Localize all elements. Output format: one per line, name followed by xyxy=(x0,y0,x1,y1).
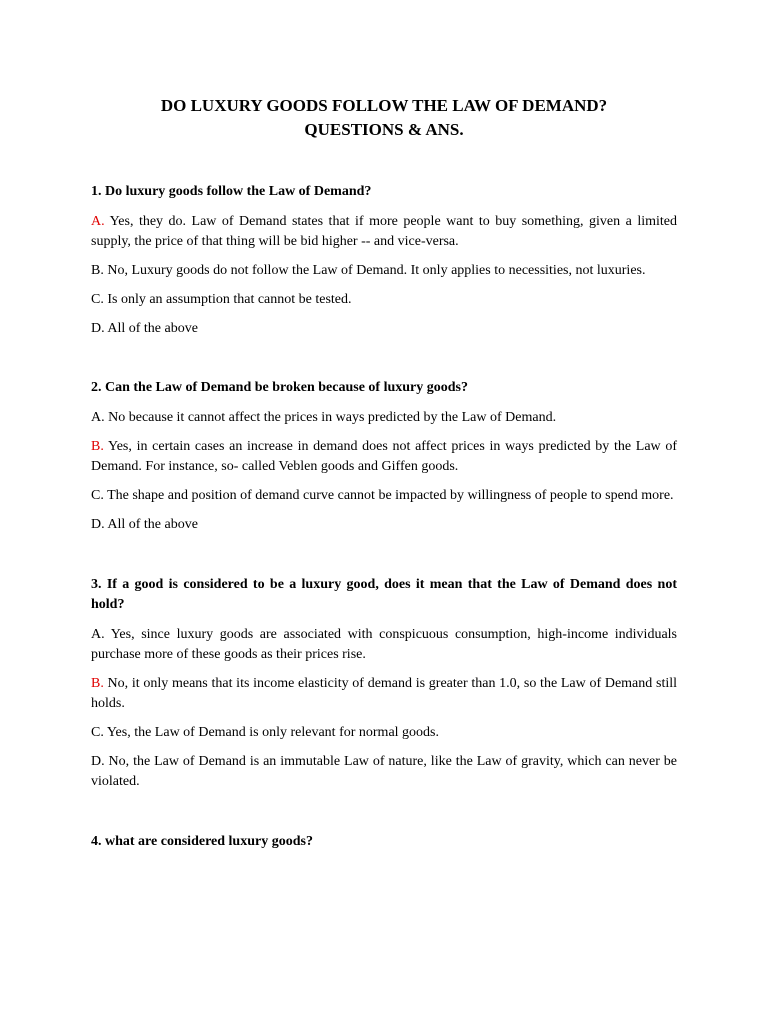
option-text: No, it only means that its income elasticity of demand is greater than 1.0, so the Law of Demand still holds. xyxy=(91,676,677,711)
option-c xyxy=(91,486,677,506)
option-a xyxy=(91,625,677,665)
option-b xyxy=(91,261,677,281)
document-title xyxy=(91,0,677,142)
option-letter: C. xyxy=(91,488,104,503)
option-b xyxy=(91,437,677,477)
option-text: Yes, the Law of Demand is only relevant for normal goods. xyxy=(103,725,440,740)
option-text: The shape and position of demand curve cannot be impacted by willingness of people to spend more. xyxy=(103,488,674,503)
option-letter: C. xyxy=(91,725,104,740)
question-text: 4. what are considered luxury goods? xyxy=(91,834,313,849)
option-letter: D. xyxy=(91,517,105,532)
question-block-4 xyxy=(91,832,677,852)
question-text: 3. If a good is considered to be a luxury good, does it mean that the Law of Demand does not hold? xyxy=(91,577,677,612)
option-a xyxy=(91,212,677,252)
option-text: No, the Law of Demand is an immutable Law of nature, like the Law of gravity, which can never be violated. xyxy=(91,754,677,789)
option-letter: B. xyxy=(91,439,104,454)
option-b xyxy=(91,674,677,714)
option-text: Yes, since luxury goods are associated with conspicuous consumption, high-income individuals purchase more of these goods as their prices rise. xyxy=(91,627,677,662)
option-c xyxy=(91,723,677,743)
option-letter: A. xyxy=(91,410,105,425)
option-text: All of the above xyxy=(104,321,198,336)
option-d xyxy=(91,515,677,535)
title-line-1: DO LUXURY GOODS FOLLOW THE LAW OF DEMAND? xyxy=(160,96,608,115)
option-a xyxy=(91,408,677,428)
option-letter: B. xyxy=(91,263,104,278)
option-d xyxy=(91,752,677,792)
option-letter: D. xyxy=(91,754,105,769)
option-letter: D. xyxy=(91,321,105,336)
option-d xyxy=(91,319,677,339)
option-text: Yes, they do. Law of Demand states that if more people want to buy something, given a limited supply, the price of that thing will be bid higher -- and vice-versa. xyxy=(91,214,677,249)
option-text: Is only an assumption that cannot be tested. xyxy=(103,292,352,307)
title-line-2: QUESTIONS & ANS. xyxy=(304,120,464,139)
option-letter: C. xyxy=(91,292,104,307)
option-text: No, Luxury goods do not follow the Law of Demand. It only applies to necessities, not luxuries. xyxy=(103,263,646,278)
question-block-2 xyxy=(91,378,677,535)
question-block-3 xyxy=(91,575,677,792)
option-c xyxy=(91,290,677,310)
option-letter: A. xyxy=(91,214,105,229)
question-block-1 xyxy=(91,182,677,339)
option-letter: A. xyxy=(91,627,105,642)
option-letter: B. xyxy=(91,676,104,691)
question-text: 1. Do luxury goods follow the Law of Demand? xyxy=(91,184,372,199)
question-text: 2. Can the Law of Demand be broken because of luxury goods? xyxy=(91,380,468,395)
option-text: All of the above xyxy=(104,517,198,532)
option-text: Yes, in certain cases an increase in demand does not affect prices in ways predicted by the Law of Demand. For instance, so- called Veblen goods and Giffen goods. xyxy=(91,439,677,474)
option-text: No because it cannot affect the prices in ways predicted by the Law of Demand. xyxy=(104,410,557,425)
